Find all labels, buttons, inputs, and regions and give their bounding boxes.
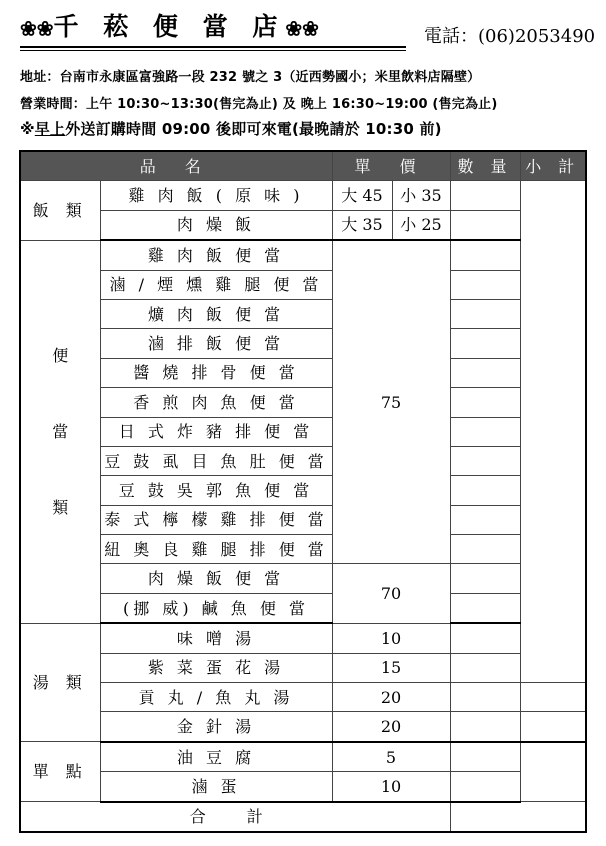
qty-cell[interactable] xyxy=(450,270,520,299)
item-name: 肉 燥 飯 xyxy=(100,210,332,240)
category-bento: 便 當 類 xyxy=(20,240,100,623)
item-price: 20 xyxy=(332,712,450,742)
item-name: 紫 菜 蛋 花 湯 xyxy=(100,653,332,682)
item-name: 滷 / 煙 燻 雞 腿 便 當 xyxy=(100,270,332,299)
qty-cell[interactable] xyxy=(450,653,520,682)
table-row xyxy=(20,476,586,505)
table-row xyxy=(20,388,586,417)
header-qty: 數 量 xyxy=(450,151,520,181)
table-row xyxy=(20,535,586,564)
title-underline xyxy=(20,50,406,51)
total-label: 合 計 xyxy=(20,802,450,832)
qty-cell[interactable] xyxy=(450,329,520,358)
address-line: 地址：台南市永康區富強路一段 232 號之 3（近西勢國小；米里飲料店隔壁） xyxy=(20,70,481,85)
item-name: 滷 蛋 xyxy=(100,772,332,802)
subtotal-cell[interactable] xyxy=(520,181,586,683)
title-underline xyxy=(20,46,406,48)
store-name: 千 菘 便 當 店 xyxy=(53,12,286,41)
qty-cell[interactable] xyxy=(450,299,520,328)
item-price: 10 xyxy=(332,772,450,802)
item-name: 味 噌 湯 xyxy=(100,623,332,653)
qty-cell[interactable] xyxy=(450,742,520,772)
store-title xyxy=(20,10,319,46)
item-name: 肉 燥 飯 便 當 xyxy=(100,564,332,593)
item-name: 紐 奧 良 雞 腿 排 便 當 xyxy=(100,535,332,564)
order-table xyxy=(19,150,587,833)
qty-cell[interactable] xyxy=(450,446,520,475)
price-big: 大 45 xyxy=(332,181,392,210)
qty-cell[interactable] xyxy=(450,623,520,653)
qty-cell[interactable] xyxy=(450,181,520,210)
table-row xyxy=(20,417,586,446)
total-row xyxy=(20,802,586,832)
header-name: 品 名 xyxy=(20,151,332,181)
header-subtotal: 小 計 xyxy=(520,151,586,181)
flower-icon: ❀❀ xyxy=(285,16,319,41)
table-row xyxy=(20,446,586,475)
item-name: 雞 肉 飯 ( 原 味 ) xyxy=(100,181,332,210)
qty-cell[interactable] xyxy=(450,476,520,505)
note-underlined: 早上 xyxy=(34,120,66,138)
item-price: 10 xyxy=(332,623,450,653)
table-row xyxy=(20,358,586,387)
table-row xyxy=(20,240,586,270)
table-row xyxy=(20,329,586,358)
qty-cell[interactable] xyxy=(450,593,520,623)
item-price: 15 xyxy=(332,653,450,682)
bento-price: 75 xyxy=(332,240,450,564)
qty-cell[interactable] xyxy=(450,417,520,446)
item-name: 泰 式 檸 檬 雞 排 便 當 xyxy=(100,505,332,534)
table-row xyxy=(20,623,586,653)
item-name: 滷 排 飯 便 當 xyxy=(100,329,332,358)
price-small: 小 35 xyxy=(392,181,450,210)
flower-icon: ❀❀ xyxy=(20,16,54,41)
qty-cell[interactable] xyxy=(450,240,520,270)
table-row xyxy=(20,181,586,210)
qty-cell[interactable] xyxy=(450,210,520,240)
table-row xyxy=(20,742,586,772)
item-name: 醬 燒 排 骨 便 當 xyxy=(100,358,332,387)
table-row xyxy=(20,593,586,623)
price-big: 大 35 xyxy=(332,210,392,240)
item-name: (挪 威) 鹹 魚 便 當 xyxy=(100,593,332,623)
table-row xyxy=(20,772,586,802)
table-row xyxy=(20,505,586,534)
table-row xyxy=(20,210,586,240)
category-single: 單 點 xyxy=(20,742,100,802)
qty-cell[interactable] xyxy=(450,683,520,712)
qty-cell[interactable] xyxy=(450,712,520,742)
item-name: 金 針 湯 xyxy=(100,712,332,742)
item-price: 5 xyxy=(332,742,450,772)
table-header-row xyxy=(20,151,586,181)
subtotal-cell[interactable] xyxy=(520,742,586,802)
phone-number: 電話：(06)2053490 xyxy=(424,26,596,47)
note-prefix: ※ xyxy=(20,120,35,138)
table-row xyxy=(20,712,586,742)
table-row xyxy=(20,653,586,682)
price-small: 小 25 xyxy=(392,210,450,240)
qty-cell[interactable] xyxy=(450,505,520,534)
qty-cell[interactable] xyxy=(450,772,520,802)
table-row xyxy=(20,270,586,299)
item-price: 20 xyxy=(332,683,450,712)
table-row xyxy=(20,564,586,593)
qty-cell[interactable] xyxy=(450,535,520,564)
hours-line: 營業時間：上午 10:30~13:30(售完為止) 及 晚上 16:30~19:00 (售完為止) xyxy=(20,97,498,112)
category-soup: 湯 類 xyxy=(20,623,100,742)
bento2-price: 70 xyxy=(332,564,450,623)
qty-cell[interactable] xyxy=(450,358,520,387)
total-value-cell[interactable] xyxy=(450,802,586,832)
category-rice: 飯 類 xyxy=(20,181,100,240)
item-name: 爌 肉 飯 便 當 xyxy=(100,299,332,328)
item-name: 香 煎 肉 魚 便 當 xyxy=(100,388,332,417)
item-name: 貢 丸 / 魚 丸 湯 xyxy=(100,683,332,712)
delivery-note xyxy=(20,118,442,139)
item-name: 油 豆 腐 xyxy=(100,742,332,772)
table-row xyxy=(20,683,586,712)
table-row xyxy=(20,299,586,328)
note-text: 外送訂購時間 09:00 後即可來電(最晚請於 10:30 前) xyxy=(65,120,442,138)
qty-cell[interactable] xyxy=(450,388,520,417)
subtotal-cell[interactable] xyxy=(520,712,586,742)
qty-cell[interactable] xyxy=(450,564,520,593)
item-name: 豆 鼓 虱 目 魚 肚 便 當 xyxy=(100,446,332,475)
item-name: 豆 鼓 吳 郭 魚 便 當 xyxy=(100,476,332,505)
header-price: 單 價 xyxy=(332,151,450,181)
item-name: 雞 肉 飯 便 當 xyxy=(100,240,332,270)
item-name: 日 式 炸 豬 排 便 當 xyxy=(100,417,332,446)
